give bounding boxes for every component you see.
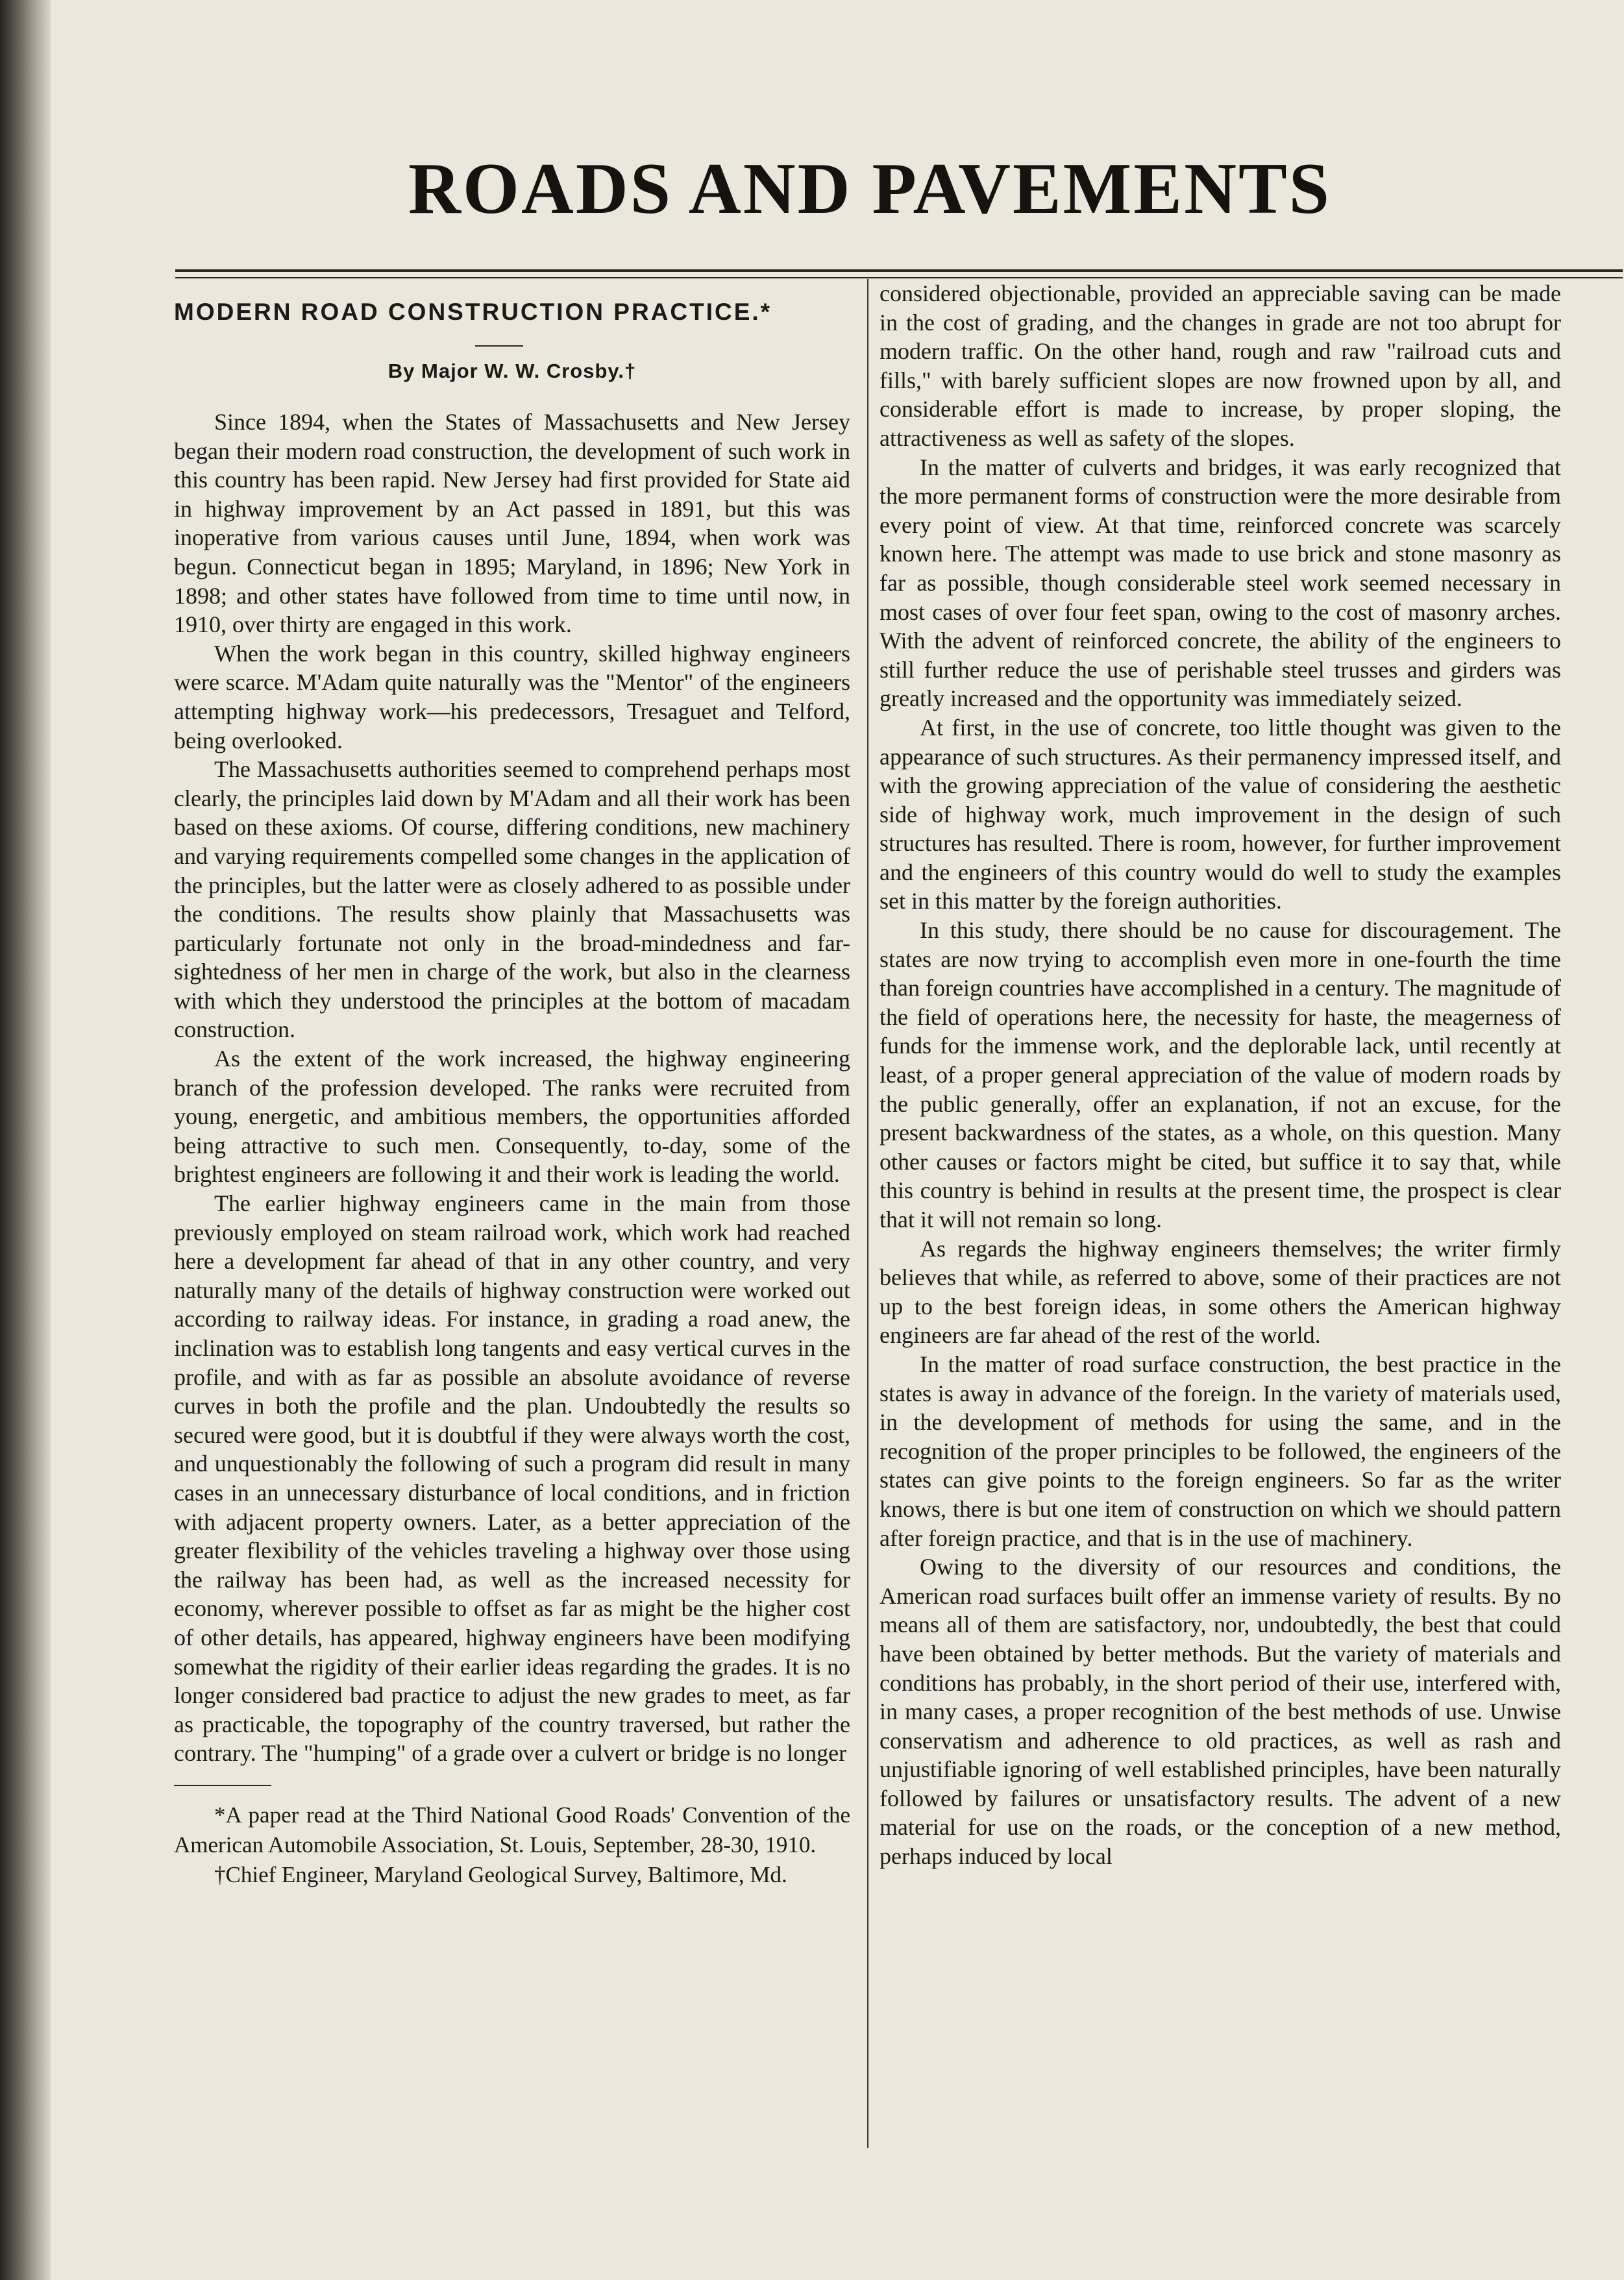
masthead-rule-thin xyxy=(175,277,1623,278)
right-column xyxy=(880,279,1561,1871)
article-byline: By Major W. W. Crosby.† xyxy=(388,360,637,382)
masthead-rule-thick xyxy=(175,269,1623,272)
footnote: †Chief Engineer, Maryland Geological Survey, Baltimore, Md. xyxy=(214,1861,787,1887)
paragraph: In this study, there should be no cause for discouragement. The states are now trying to accomplish even more in one-fourth the time than foreign countries have accomplished in a century. The magnitude of the field of operations here, the necessity for haste, the meagerness of funds for the immense work, and the deplorable lack, until recently at least, of a proper general appreciation of the value of modern roads by the public generally, offer an explanation, if not an excuse, for the present backwardness of the states, as a whole, on this question. Many other causes or factors might be cited, but suffice it to say that, while this country is behind in results at the present time, the prospect is clear that it will not remain so long. xyxy=(880,917,1561,1232)
paragraph: considered objectionable, provided an appreciable saving can be made in the cost of grading, and the changes in grade are not too abrupt for modern traffic. On the other hand, rough and raw "railroad cuts and fills," with barely sufficient slopes are now frowned upon by all, and considerable effort is made to increase, by proper sloping, the attractiveness as well as safety of the slopes. xyxy=(880,280,1561,451)
left-column xyxy=(174,279,850,1890)
article-title: MODERN ROAD CONSTRUCTION PRACTICE.* xyxy=(174,299,772,325)
paragraph: The earlier highway engineers came in the main from those previously employed on steam railroad work, which work had reached here a development far ahead of that in any other country, and very naturally many of the details of highway construction were worked out according to railway ideas. For instance, in grading a road anew, the inclination was to establish long tangents and easy vertical curves in the profile, and with as far as possible an absolute avoidance of reverse curves in both the profile and the plan. Undoubtedly the results so secured were good, but it is doubtful if they were always worth the cost, and unquestionably the following of such a program did result in many cases in an unnecessary disturbance of local conditions, and in friction with adjacent property owners. Later, as a better appreciation of the greater flexibility of the vehicles traveling a highway over those using the railway has been had, as well as the increased necessity for economy, wherever possible to offset as far as might be the higher cost of other details, has appeared, highway engineers have been modifying somewhat the rigidity of their earlier ideas regarding the grades. It is no longer considered bad practice to adjust the new grades to meet, as far as practicable, the topography of the country traversed, but rather the contrary. The "humping" of a grade over a culvert or bridge is no longer xyxy=(174,1190,850,1767)
column-divider xyxy=(867,279,868,2148)
paragraph: Owing to the diversity of our resources and conditions, the American road surfaces built offer an immense variety of results. By no means all of them are satisfactory, nor, undoubtedly, the best that could have been obtained by better methods. But the variety of materials and conditions has probably, in the short period of their use, interfered with, in many cases, a proper recognition of the best methods of use. Unwise conservatism and adherence to old practices, as well as rash and unjustifiable ignoring of well established principles, have been naturally followed by failures or unsatisfactory results. The advent of a new material for use on the roads, or the conception of a new method, perhaps induced by local xyxy=(880,1554,1561,1870)
title-divider xyxy=(475,345,523,347)
paragraph: At first, in the use of concrete, too little thought was given to the appearance of such structures. As their permanency impressed itself, and with the growing appreciation of the value of considering the aesthetic side of highway work, much improvement in the design of such structures has resulted. There is room, however, for further improvement and the engineers of this country would do well to study the examples set in this matter by the foreign authorities. xyxy=(880,714,1561,914)
paragraph: As the extent of the work increased, the highway engineering branch of the profession developed. The ranks were recruited from young, energetic, and ambitious members, the opportunities afforded being attractive to such men. Consequently, to-day, some of the brightest engineers are following it and their work is leading the world. xyxy=(174,1046,850,1188)
paragraph: As regards the highway engineers themselves; the writer firmly believes that while, as referred to above, some of their practices are not up to the best foreign ideas, in some others the American highway engineers are far ahead of the rest of the world. xyxy=(880,1235,1561,1349)
footnote: *A paper read at the Third National Good Roads' Convention of the American Automobile Association, St. Louis, September, 28-30, 1910. xyxy=(174,1802,850,1857)
paragraph: In the matter of culverts and bridges, it was early recognized that the more permanent forms of construction were the more desirable from every point of view. At that time, reinforced concrete was scarcely known here. The attempt was made to use brick and stone masonry as far as possible, though considerable steel work seemed necessary in most cases of over four feet span, owing to the cost of masonry arches. With the advent of reinforced concrete, the ability of the engineers to still further reduce the use of perishable steel trusses and girders was greatly increased and the opportunity was immediately seized. xyxy=(880,454,1561,712)
footnote-rule xyxy=(174,1785,271,1786)
paragraph: Since 1894, when the States of Massachusetts and New Jersey began their modern road construction, the development of such work in this country has been rapid. New Jersey had first provided for State aid in highway improvement by an Act passed in 1891, but this was inoperative from various causes until June, 1894, when work was begun. Connecticut began in 1895; Maryland, in 1896; New York in 1898; and other states have followed from time to time until now, in 1910, over thirty are engaged in this work. xyxy=(174,409,850,638)
book-binding-edge xyxy=(0,0,51,2280)
paragraph: When the work began in this country, skilled highway engineers were scarce. M'Adam quite naturally was the "Mentor" of the engineers attempting highway work—his predecessors, Tresaguet and Telford, being overlooked. xyxy=(174,640,850,754)
paragraph: The Massachusetts authorities seemed to comprehend perhaps most clearly, the principles laid down by M'Adam and all their work has been based on these axioms. Of course, differing conditions, new machinery and varying requirements compelled some changes in the application of the principles, but the latter were as closely adhered to as possible under the conditions. The results show plainly that Massachusetts was particularly fortunate not only in the broad-mindedness and far-sightedness of her men in charge of the work, but also in the clearness with which they understood the principles at the bottom of macadam construction. xyxy=(174,756,850,1043)
paragraph: In the matter of road surface construction, the best practice in the states is away in advance of the foreign. In the variety of materials used, in the development of methods for using the same, and in the recognition of the proper principles to be followed, the engineers of the states can give points to the foreign engineers. So far as the writer knows, there is but one item of construction on which we should pattern after foreign practice, and that is in the use of machinery. xyxy=(880,1351,1561,1551)
section-masthead: ROADS AND PAVEMENTS xyxy=(408,149,1331,229)
